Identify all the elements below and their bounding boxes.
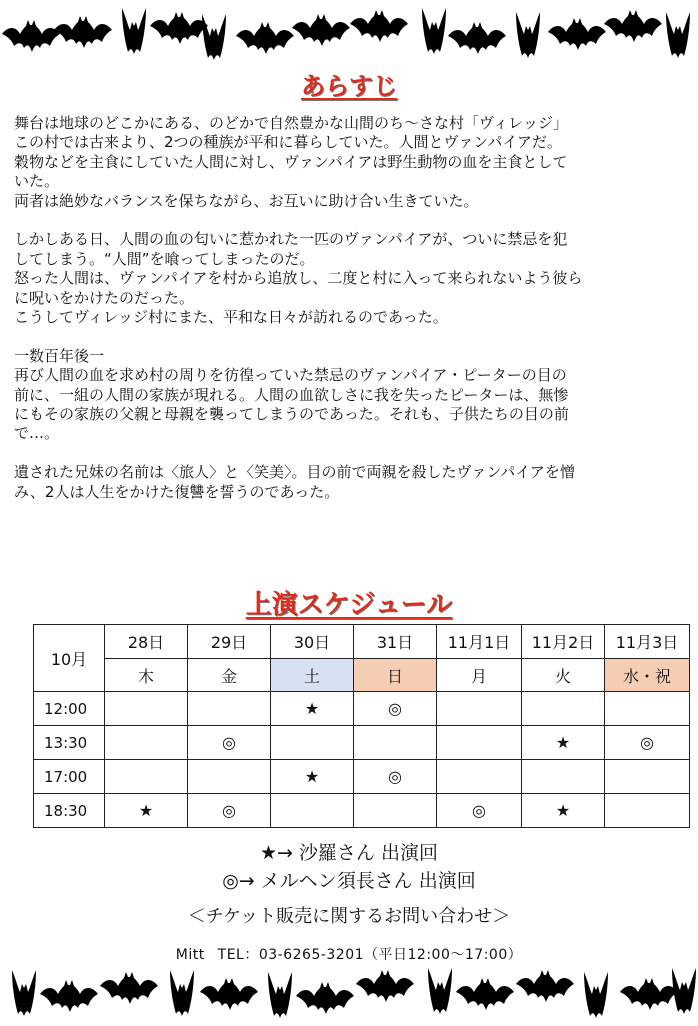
legend-double-circle: ◎→ メルヘン須長さん 出演回 [222,870,476,892]
bat-icon [356,970,414,1002]
date-cell: 28日 [105,625,188,659]
bat-icon [620,978,678,1010]
weekday-cell-holiday: 水・祝 [605,659,690,692]
schedule-table [33,624,690,828]
synopsis-line: 怒った人間は、ヴァンパイアを村から追放し、二度と村に入って来られないよう彼ら [14,269,583,288]
bat-icon [122,8,146,54]
date-cell: 11月1日 [437,625,522,659]
date-cell: 11月3日 [605,625,690,659]
bat-icon [604,10,662,42]
weekday-cell: 火 [522,659,605,692]
paragraph-gap [14,444,689,463]
performance-mark: ★ [522,726,605,760]
schedule-title: 上演スケジュール [245,590,453,620]
performance-mark [605,794,690,828]
bat-icon [2,20,60,52]
time-cell: 18:30 [34,794,105,828]
bat-icon [350,10,408,42]
bat-icon [150,12,208,44]
performance-mark [522,760,605,794]
time-cell: 13:30 [34,726,105,760]
synopsis-line: してしまう。“人間”を喰ってしまったのだ。 [14,249,315,268]
bat-icon [170,970,194,1016]
weekday-cell: 金 [188,659,271,692]
performance-mark [271,794,354,828]
synopsis-title: あらすじ [301,72,397,100]
bat-icon [200,978,258,1010]
company-name: Mitt [175,947,205,963]
bat-icon [202,14,226,60]
performance-mark [605,692,690,726]
bat-icon [40,980,98,1012]
synopsis-line: しかしある日、人間の血の匂いに惹かれた一匹のヴァンパイアが、ついに禁忌を犯 [14,230,568,249]
time-row [34,794,690,828]
bat-icon [672,968,696,1014]
bat-icon [584,972,608,1018]
performance-mark [105,726,188,760]
performance-mark: ◎ [605,726,690,760]
performance-mark [354,726,437,760]
synopsis-line: この村では古来より、2つの種族が平和に暮らしていた。人間とヴァンパイアだ。 [14,133,562,152]
bat-icon [516,12,540,58]
bat-border-top [0,4,698,64]
date-row [34,625,690,659]
performance-mark [271,726,354,760]
weekday-cell-sunday: 日 [354,659,437,692]
time-row [34,726,690,760]
date-cell: 31日 [354,625,437,659]
performance-mark: ★ [105,794,188,828]
performance-mark [522,692,605,726]
performance-mark: ★ [522,794,605,828]
weekday-cell-saturday: 土 [271,659,354,692]
bat-icon [236,22,294,54]
bat-icon [268,972,292,1018]
performance-mark: ◎ [188,726,271,760]
synopsis-body [14,114,689,502]
performance-mark [105,760,188,794]
synopsis-line: 再び人間の血を求め村の周りを彷徨っていた禁忌のヴァンパイア・ピーターの目の [14,366,567,385]
synopsis-line: にもその家族の父親と母親を襲ってしまうのであった。それも、子供たちの目の前 [14,405,569,424]
weekday-cell: 木 [105,659,188,692]
time-row [34,692,690,726]
bat-icon [428,968,452,1014]
date-cell: 29日 [188,625,271,659]
performance-mark [605,760,690,794]
bat-icon [12,970,36,1016]
paragraph-gap [14,327,689,346]
ticket-inquiry-heading: ＜チケット販売に関するお問い合わせ＞ [187,906,511,927]
synopsis-line: こうしてヴィレッジ村にまた、平和な日々が訪れるのであった。 [14,308,448,327]
synopsis-line: 両者は絶妙なバランスを保ちながら、お互いに助け合い生きていた。 [14,191,479,210]
performance-mark: ◎ [354,760,437,794]
date-cell: 11月2日 [522,625,605,659]
synopsis-line: 一数百年後一 [14,346,105,365]
synopsis-line: 遺された兄妹の名前は〈旅人〉と〈笑美〉。目の前で両親を殺したヴァンパイアを憎 [14,463,575,482]
performance-mark [437,726,522,760]
bat-icon [100,972,158,1004]
bat-icons-top [0,4,698,64]
synopsis-line: 穀物などを主食にしていた人間に対し、ヴァンパイアは野生動物の血を主食として [14,152,568,171]
performance-mark [437,692,522,726]
bat-icon [54,16,112,48]
weekday-row [34,659,690,692]
time-cell: 12:00 [34,692,105,726]
performance-mark: ◎ [188,794,271,828]
paragraph-gap [14,211,689,230]
performance-mark: ★ [271,760,354,794]
synopsis-line: み、2人は人生をかけた復讐を誓うのであった。 [14,482,340,501]
date-cell: 30日 [271,625,354,659]
month-cell: 10月 [34,625,105,692]
phone-number[interactable]: TEL：03-6265-3201（平日12:00～17:00） [217,947,523,963]
time-cell: 17:00 [34,760,105,794]
synopsis-line: いた。 [14,172,60,191]
performance-mark [188,760,271,794]
bat-icon [666,12,690,58]
performance-mark: ★ [271,692,354,726]
performance-mark [188,692,271,726]
legend-star: ★→ 沙羅さん 出演回 [259,842,439,864]
bat-icon [448,22,506,54]
performance-mark [105,692,188,726]
performance-mark [354,794,437,828]
performance-mark: ◎ [354,692,437,726]
bat-icons-bottom [0,962,698,1022]
contact-info [0,944,698,964]
synopsis-line: に呪いをかけたのだった。 [14,288,195,307]
performance-mark [437,760,522,794]
weekday-cell: 月 [437,659,522,692]
performance-mark: ◎ [437,794,522,828]
bat-icon [516,970,574,1002]
bat-icon [296,982,354,1014]
bat-border-bottom [0,962,698,1022]
bat-icon [292,14,350,46]
bat-icon [456,978,514,1010]
synopsis-line: 舞台は地球のどこかにある、のどかで自然豊かな山間のち～さな村「ヴィレッジ」 [14,114,568,132]
synopsis-line: 前に、一組の人間の家族が現れる。人間の血欲しさに我を失ったピーターは、無惨 [14,385,569,404]
synopsis-line: で…。 [14,424,60,443]
bat-icon [422,8,446,54]
bat-icon [548,18,606,50]
time-row [34,760,690,794]
